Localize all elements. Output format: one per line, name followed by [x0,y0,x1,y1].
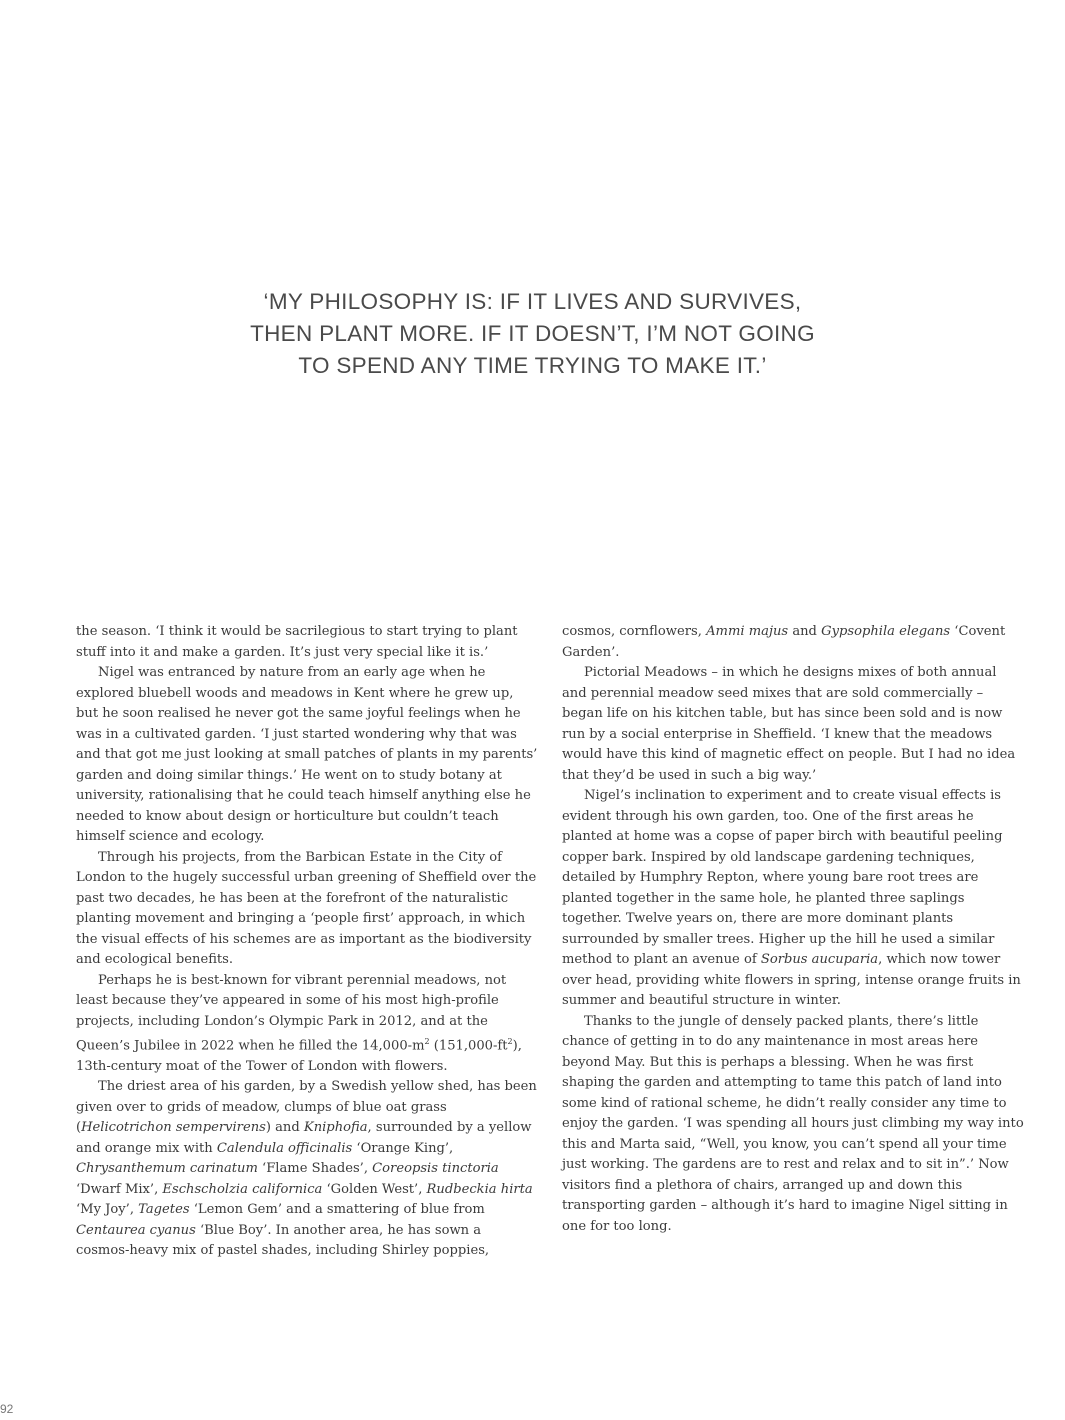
paragraph [76,1077,538,1262]
plant-name: Rudbeckia hirta [426,1181,533,1197]
paragraph: Through his projects, from the Barbican Estate in the City of London to the hugely successful urban greening of Sheffield over the past two decades, he has been at the forefront of the naturalistic planting movement and bringing a ‘people first’ approach, in which the visual effects of his schemes are as important as the biodiversity and ecological benefits. [76,849,537,967]
right-column [562,622,1024,1237]
text-run: (151,000-ft [429,1038,508,1054]
paragraph [76,971,538,1078]
text-run: ‘My Joy’, [76,1202,139,1218]
plant-name: Ammi majus [706,624,789,639]
text-run: Perhaps he is best-known for vibrant perennial meadows, not least because they’ve appeared in some of his most high-profile projects, including London’s Olympic Park in 2012, and at the Queen’s Jubilee in 2022 when he filled the 14,000-m [76,972,507,1054]
plant-name: Centaurea cyanus [76,1222,196,1238]
pull-quote-line: THEN PLANT MORE. IF IT DOESN’T, I’M NOT GOING [250,321,815,346]
text-run: ‘Golden West’, [322,1181,427,1197]
text-run: ‘Lemon Gem’ and a smattering of blue from [189,1202,485,1218]
text-run: , surrounded by a yellow and orange mix with [76,1120,532,1156]
text-run: ‘Flame Shades’, [257,1161,373,1177]
superscript: 2 [424,1037,430,1046]
paragraph: Pictorial Meadows – in which he designs mixes of both annual and perennial meadow seed mixes that are sold commercially – began life on his kitchen table, but has since been sold and is now run by a social enterprise in Sheffield. ‘I knew that the meadows would have this kind of magnetic effect on people. But I had no idea that they’d be used in such a big way.’ [562,665,1016,783]
plant-name: Kniphofia [303,1120,368,1136]
paragraph: Thanks to the jungle of densely packed plants, there’s little chance of getting in to do any maintenance in most areas here beyond May. But this is perhaps a blessing. When he was first shaping the garden and attempting to tame this patch of land into some kind of rational scheme, he didn’t really consider any time to enjoy the garden. ‘I was spending all hours just climbing my way into this and Marta said, “Well, you know, you can’t spend all your time just working. The gardens are to rest and relax and to sit in”.’ Now visitors find a plethora of chairs, arranged up and down this transporting garden – although it’s hard to imagine Nigel sitting in one for too long. [562,1013,1024,1234]
plant-name: Chrysanthemum carinatum [76,1161,258,1177]
text-run: ‘Dwarf Mix’, [76,1181,163,1197]
plant-name: Sorbus aucuparia [760,952,879,967]
paragraph: Nigel was entranced by nature from an early age when he explored bluebell woods and meadows in Kent where he grew up, but he soon realised he never got the same joyful feelings when he was in a cultivated garden. ‘I just started wondering why that was and that got me just looking at small patches of plants in my parents’ garden and doing similar things.’ He went on to study botany at university, rationalising that he could teach himself anything else he needed to know about design or horticulture but couldn’t teach himself science and ecology. [76,665,538,844]
text-run: ), 13th-century moat of the Tower of London with flowers. [76,1038,522,1074]
plant-name: Calendula officinalis [216,1140,353,1156]
paragraph [562,786,1024,1012]
text-run: ) and [265,1120,304,1136]
plant-name: Gypsophila elegans [821,624,951,639]
text-run: cosmos, cornflowers, [562,624,707,639]
paragraph: the season. ‘I think it would be sacrilegious to start trying to plant stuff into it and make a garden. It’s just very special like it is.’ [76,624,518,660]
text-run: , which now tower over head, providing white flowers in spring, intense orange fruits in summer and beautiful structure in winter. [562,952,1021,1008]
text-run: ‘Covent Garden’. [562,624,1006,660]
pull-quote [150,286,915,382]
text-run: Nigel’s inclination to experiment and to create visual effects is evident through his own garden, too. One of the first areas he planted at home was a copse of paper birch with beautiful peeling copper bark. Inspired by old landscape gardening techniques, detailed by Humphry Repton, where young bare root trees are planted together in the same hole, he planted three saplings together. Twelve years on, there are more dominant plants surrounded by smaller trees. Higher up the hill he used a similar method to plant an avenue of [562,788,1003,967]
text-run: ‘Orange King’, [352,1140,454,1156]
left-column [76,622,538,1262]
superscript: 2 [507,1037,513,1046]
paragraph [562,622,1024,663]
text-run: ‘Blue Boy’. In another area, he has sown a cosmos-heavy mix of pastel shades, including Shirley poppies, [76,1222,490,1259]
pull-quote-line: TO SPEND ANY TIME TRYING TO MAKE IT.’ [298,353,767,378]
text-run: and [788,624,822,639]
plant-name: Tagetes [138,1202,190,1218]
text-run: The driest area of his garden, by a Swedish yellow shed, has been given over to grids of meadow, clumps of blue oat grass ( [76,1079,537,1136]
plant-name: Coreopsis tinctoria [372,1161,499,1177]
plant-name: Eschscholzia californica [162,1181,323,1197]
pull-quote-line: ‘MY PHILOSOPHY IS: IF IT LIVES AND SURVIVES, [263,289,802,314]
page-number: 92 [0,1402,14,1416]
plant-name: Helicotrichon sempervirens [81,1120,266,1136]
